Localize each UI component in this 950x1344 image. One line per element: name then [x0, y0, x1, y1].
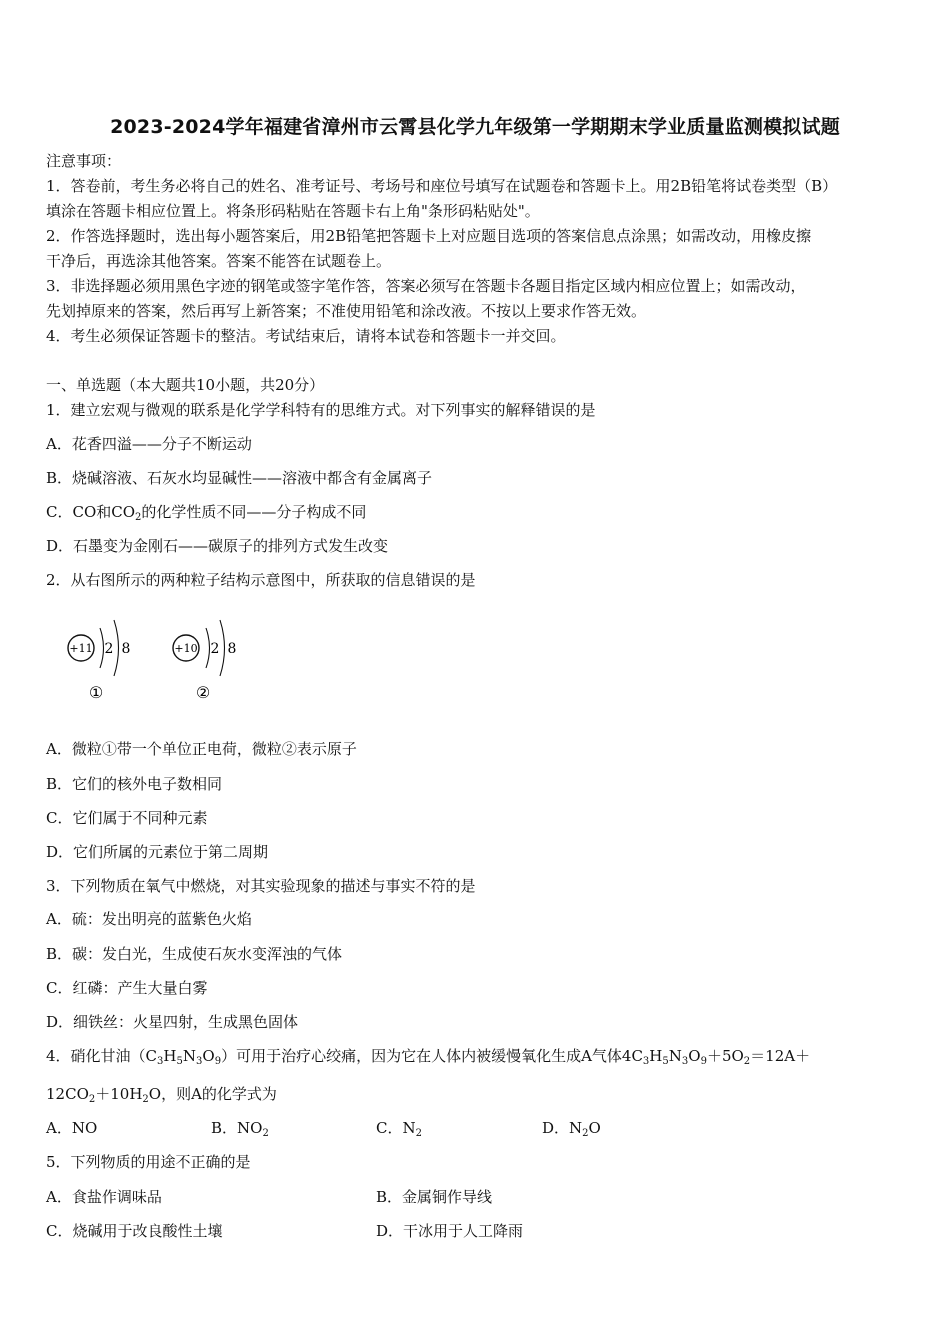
- shell-electrons: 2: [104, 641, 114, 657]
- notice-line: 先划掉原来的答案，然后再写上新答案；不准使用铅笔和涂改液。不按以上要求作答无效。: [46, 302, 647, 320]
- q4-sub: 3: [157, 1056, 164, 1067]
- q4-text: ＝12A＋: [750, 1047, 811, 1065]
- q4-text: N: [668, 1047, 682, 1065]
- q4-d-text-2: O: [588, 1119, 601, 1137]
- q3-option-b: B．碳：发白光，生成使石灰水变浑浊的气体: [46, 945, 343, 963]
- particle-1: [68, 620, 130, 702]
- q4-sub: 3: [681, 1056, 689, 1067]
- q2-option-d: D．它们所属的元素位于第二周期: [46, 843, 269, 861]
- q4-option-b: [211, 1118, 269, 1138]
- q4-text: H: [649, 1047, 663, 1065]
- electron-shell-arc: [220, 620, 225, 676]
- particle-label: ①: [88, 683, 104, 702]
- q1-c-text-2: 的化学性质不同——分子构成不同: [141, 503, 367, 521]
- q4-text: 12CO: [46, 1085, 89, 1103]
- q5-option-a: A．食盐作调味品: [46, 1188, 162, 1206]
- q1-option-d: D．石墨变为金刚石——碳原子的排列方式发生改变: [46, 537, 389, 555]
- question-2-stem: 2．从右图所示的两种粒子结构示意图中，所获取的信息错误的是: [46, 571, 476, 589]
- q2-option-a: A．微粒①带一个单位正电荷，微粒②表示原子: [46, 740, 357, 758]
- q4-c-text: C．N: [376, 1119, 416, 1137]
- q4-sub: 2: [142, 1094, 149, 1105]
- q1-c-sub: 2: [135, 512, 142, 523]
- particle-2: [173, 620, 236, 702]
- shell-electrons: 2: [210, 641, 220, 657]
- q1-option-c: [46, 502, 366, 522]
- q4-text: ）可用于治疗心绞痛，因为它在人体内被缓慢氧化生成A气体4C: [221, 1047, 643, 1065]
- q4-option-c: [376, 1118, 422, 1138]
- electron-shell-arc: [114, 620, 119, 676]
- q4-b-text: B．NO: [211, 1119, 263, 1137]
- q4-option-d: [542, 1118, 601, 1138]
- q5-option-b: B．金属铜作导线: [376, 1188, 493, 1206]
- electron-shell-arc: [100, 628, 104, 668]
- q4-sub: 3: [642, 1056, 650, 1067]
- q1-option-a: A．花香四溢——分子不断运动: [46, 435, 252, 453]
- question-4-stem-line-1: [46, 1046, 810, 1066]
- notice-line: 2．作答选择题时，选出每小题答案后，用2B铅笔把答题卡上对应题目选项的答案信息点涂黑；如需改动，用橡皮擦: [46, 227, 812, 245]
- question-5-stem: 5．下列物质的用途不正确的是: [46, 1153, 251, 1171]
- q1-option-b: B．烧碱溶液、石灰水均显碱性——溶液中都含有金属离子: [46, 469, 433, 487]
- nucleus-charge: +11: [69, 642, 93, 655]
- q4-sub: 3: [196, 1056, 203, 1067]
- section-heading: 一、单选题（本大题共10小题，共20分）: [46, 376, 325, 394]
- notice-line: 4．考生必须保证答题卡的整洁。考试结束后，请将本试卷和答题卡一并交回。: [46, 327, 566, 345]
- q4-text: H: [163, 1047, 177, 1065]
- shell-electrons: 8: [227, 641, 237, 657]
- q5-option-c: C．烧碱用于改良酸性土壤: [46, 1222, 223, 1240]
- shell-electrons: 8: [121, 641, 131, 657]
- electron-shell-arc: [206, 628, 210, 668]
- q4-sub: 9: [214, 1056, 222, 1067]
- q4-sub: 5: [176, 1056, 183, 1067]
- notice-line: 1．答卷前，考生务必将自己的姓名、准考证号、考场号和座位号填写在试题卷和答题卡上。用2B铅笔将试卷类型（B）: [46, 177, 838, 195]
- notice-line: 3．非选择题必须用黑色字迹的钢笔或签字笔作答，答案必须写在答题卡各题目指定区域内相应位置上；如需改动，: [46, 277, 806, 295]
- q4-text: ＋5O: [706, 1047, 744, 1065]
- q4-sub: 5: [662, 1056, 669, 1067]
- q4-text: 4．硝化甘油（C: [46, 1047, 158, 1065]
- q4-c-sub: 2: [415, 1128, 422, 1139]
- q3-option-c: C．红磷：产生大量白雾: [46, 979, 208, 997]
- q4-sub: 9: [700, 1056, 707, 1067]
- q4-text: O: [688, 1047, 701, 1065]
- q2-option-c: C．它们属于不同种元素: [46, 809, 208, 827]
- q3-option-d: D．细铁丝：火星四射，生成黑色固体: [46, 1013, 299, 1031]
- q4-text: O: [202, 1047, 215, 1065]
- particle-structure-diagram: [60, 612, 260, 712]
- q3-option-a: A．硫：发出明亮的蓝紫色火焰: [46, 910, 252, 928]
- q4-d-sub: 2: [582, 1128, 589, 1139]
- q4-sub: 2: [88, 1094, 96, 1105]
- q4-text: N: [182, 1047, 196, 1065]
- q4-option-a: A．NO: [46, 1119, 98, 1137]
- q4-text: O，则A的化学式为: [148, 1085, 277, 1103]
- question-1-stem: 1．建立宏观与微观的联系是化学学科特有的思维方式。对下列事实的解释错误的是: [46, 401, 596, 419]
- q4-sub: 2: [743, 1056, 751, 1067]
- q2-option-b: B．它们的核外电子数相同: [46, 775, 223, 793]
- q1-c-text: C．CO和CO: [46, 503, 136, 521]
- q4-d-text: D．N: [542, 1119, 583, 1137]
- notice-line: 干净后，再选涂其他答案。答案不能答在试题卷上。: [46, 252, 392, 270]
- notice-line: 填涂在答题卡相应位置上。将条形码粘贴在答题卡右上角"条形码粘贴处"。: [46, 202, 540, 220]
- question-4-stem-line-2: [46, 1084, 277, 1104]
- q4-b-sub: 2: [262, 1128, 269, 1139]
- notice-heading: 注意事项：: [46, 152, 122, 170]
- q4-text: ＋10H: [95, 1085, 143, 1103]
- q5-option-d: D．干冰用于人工降雨: [376, 1222, 524, 1240]
- particle-label: ②: [195, 683, 211, 702]
- question-3-stem: 3．下列物质在氧气中燃烧，对其实验现象的描述与事实不符的是: [46, 877, 476, 895]
- page-title: 2023-2024学年福建省漳州市云霄县化学九年级第一学期期末学业质量监测模拟试题: [110, 116, 840, 138]
- nucleus-charge: +10: [174, 642, 198, 655]
